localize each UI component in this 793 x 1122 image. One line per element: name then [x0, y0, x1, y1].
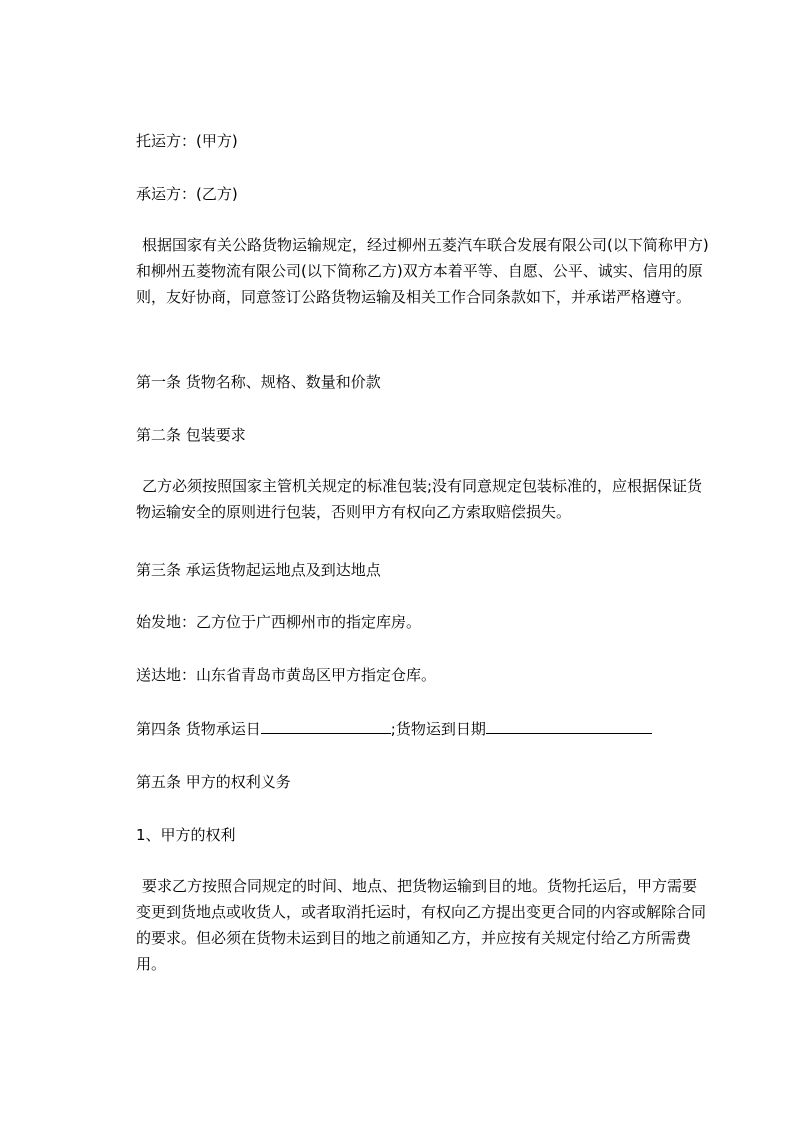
shipper-line: 托运方：(甲方) [136, 132, 238, 150]
article4-mid: ;货物运到日期 [390, 720, 486, 738]
section1-body: 要求乙方按照合同规定的时间、地点、把货物运输到目的地。货物托运后，甲方需要变更到货地点或收货人，或者取消托运时，有权向乙方提出变更合同的内容或解除合同的要求。但必须在货物未运到目的地之前通知乙方，并应按有关规定付给乙方所需费用。 [136, 877, 707, 973]
article3-title: 第三条 承运货物起运地点及到达地点 [136, 561, 381, 579]
article2-title: 第二条 包装要求 [136, 426, 246, 444]
destination-line: 送达地：山东省青岛市黄岛区甲方指定仓库。 [136, 666, 437, 684]
article4-prefix: 第四条 货物承运日 [136, 720, 261, 738]
arrival-date-blank [486, 719, 652, 734]
carrier-line: 承运方：(乙方) [136, 185, 238, 203]
article1-title: 第一条 货物名称、规格、数量和价款 [136, 373, 381, 391]
article2-body: 乙方必须按照国家主管机关规定的标准包装;没有同意规定包装标准的，应根据保证货物运输安全的原则进行包装，否则甲方有权向乙方索取赔偿损失。 [136, 477, 703, 521]
section1-title: 1、甲方的权利 [136, 826, 236, 844]
intro-paragraph: 根据国家有关公路货物运输规定，经过柳州五菱汽车联合发展有限公司(以下简称甲方)和柳州五菱物流有限公司(以下简称乙方)双方本着平等、自愿、公平、诚实、信用的原则，友好协商，同意签订公路货物运输及相关工作合同条款如下，并承诺严格遵守。 [136, 236, 709, 306]
shipment-date-blank [261, 719, 391, 734]
article4-line [136, 719, 652, 739]
article5-title: 第五条 甲方的权利义务 [136, 773, 291, 791]
origin-line: 始发地：乙方位于广西柳州市的指定库房。 [136, 613, 422, 631]
